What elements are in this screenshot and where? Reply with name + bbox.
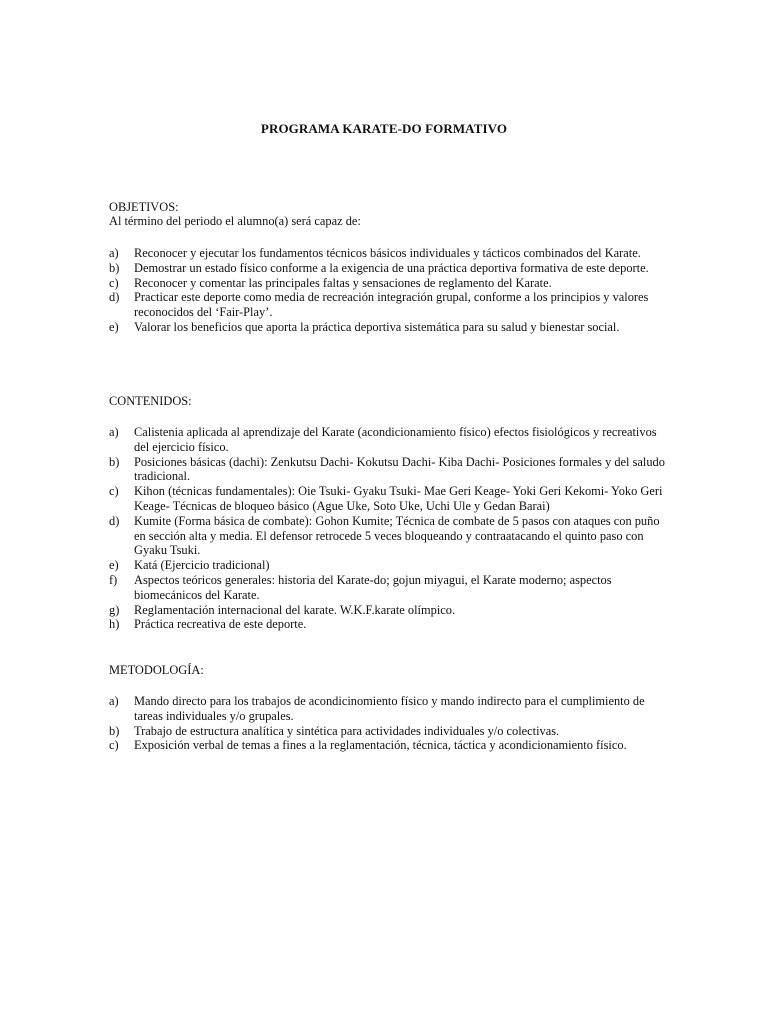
list-item <box>109 246 669 261</box>
objetivos-intro: Al término del periodo el alumno(a) será capaz de: <box>109 214 361 228</box>
list-item-text: Katá (Ejercicio tradicional) <box>134 558 270 573</box>
list-marker: a) <box>109 425 119 439</box>
objetivos-list <box>109 246 669 335</box>
list-marker: c) <box>109 484 119 499</box>
list-marker: f) <box>109 572 118 587</box>
list-item <box>109 558 669 573</box>
list-item-text: Valorar los beneficios que aporta la práctica deportiva sistemática para su salud y bienestar social. <box>134 319 620 334</box>
contenidos-list <box>109 425 669 632</box>
list-marker: c) <box>109 275 119 290</box>
list-item <box>109 484 669 514</box>
list-item <box>109 276 669 291</box>
contenidos-heading: CONTENIDOS: <box>109 394 192 408</box>
metodologia-heading: METODOLOGÍA: <box>109 663 204 677</box>
list-item <box>109 514 669 558</box>
list-item <box>109 738 669 753</box>
list-item-text: Demostrar un estado físico conforme a la exigencia de una práctica deportiva formativa de este deporte. <box>134 260 649 275</box>
list-item-text: Calistenia aplicada al aprendizaje del Karate (acondicionamiento físico) efectos fisiológicos y recreativos del ejercicio físico. <box>134 425 657 454</box>
list-item-text: Practicar este deporte como media de recreación integración grupal, conforme a los principios y valores reconocidos del ‘Fair-Play’. <box>134 290 649 320</box>
list-item <box>109 694 669 724</box>
list-item-text: Reglamentación internacional del karate. W.K.F.karate olímpico. <box>134 602 456 617</box>
list-marker: b) <box>109 454 120 469</box>
list-item-text: Trabajo de estructura analítica y sintética para actividades individuales y/o colectivas. <box>134 723 560 738</box>
document-title: PROGRAMA KARATE-DO FORMATIVO <box>260 121 508 136</box>
list-item-text: Reconocer y comentar las principales faltas y sensaciones de reglamento del Karate. <box>134 275 552 290</box>
list-item <box>109 573 669 603</box>
list-marker: b) <box>109 723 120 738</box>
list-marker: a) <box>109 694 119 708</box>
list-item <box>109 617 669 632</box>
list-item-text: Mando directo para los trabajos de acondicinomiento físico y mando indirecto para el cumplimiento de tareas individuales y/o grupales. <box>134 694 645 723</box>
list-item <box>109 261 669 276</box>
objetivos-heading: OBJETIVOS: <box>109 200 179 214</box>
list-item-text: Reconocer y ejecutar los fundamentos técnicos básicos individuales y tácticos combinados del Karate. <box>134 246 641 260</box>
list-marker: h) <box>109 617 120 632</box>
list-marker: b) <box>109 260 120 275</box>
list-item-text: Kumite (Forma básica de combate): Gohon Kumite; Técnica de combate de 5 pasos con ataques con puño en sección alta y media. El defensor retrocede 5 veces bloqueando y contraatacando el quinto paso con Gyaku Tsuki. <box>134 513 660 558</box>
list-item-text: Posiciones básicas (dachi): Zenkutsu Dachi- Kokutsu Dachi- Kiba Dachi- Posiciones formales y del saludo tradicional. <box>134 454 665 484</box>
list-item-text: Práctica recreativa de este deporte. <box>134 617 307 632</box>
list-item-text: Exposición verbal de temas a fines a la reglamentación, técnica, táctica y acondicionamiento físico. <box>134 738 627 753</box>
list-item <box>109 603 669 618</box>
list-item <box>109 425 669 455</box>
list-item-text: Kihon (técnicas fundamentales): Oie Tsuki- Gyaku Tsuki- Mae Geri Keage- Yoki Geri Kekomi- Yoko Geri Keage- Técnicas de bloqueo básico (Ague Uke, Soto Uke, Uchi Ule y Gedan Barai) <box>134 484 663 513</box>
metodologia-list <box>109 694 669 753</box>
list-item <box>109 320 669 335</box>
list-marker: d) <box>109 513 120 528</box>
list-marker: e) <box>109 558 119 573</box>
list-marker: g) <box>109 602 120 617</box>
list-item-text: Aspectos teóricos generales: historia del Karate-do; gojun miyagui, el Karate moderno; aspectos biomecánicos del Karate. <box>134 572 612 602</box>
list-item <box>109 455 669 485</box>
list-marker: d) <box>109 290 120 305</box>
list-item <box>109 724 669 739</box>
list-marker: e) <box>109 319 119 334</box>
list-item <box>109 290 669 320</box>
list-marker: a) <box>109 246 119 260</box>
list-marker: c) <box>109 738 119 753</box>
